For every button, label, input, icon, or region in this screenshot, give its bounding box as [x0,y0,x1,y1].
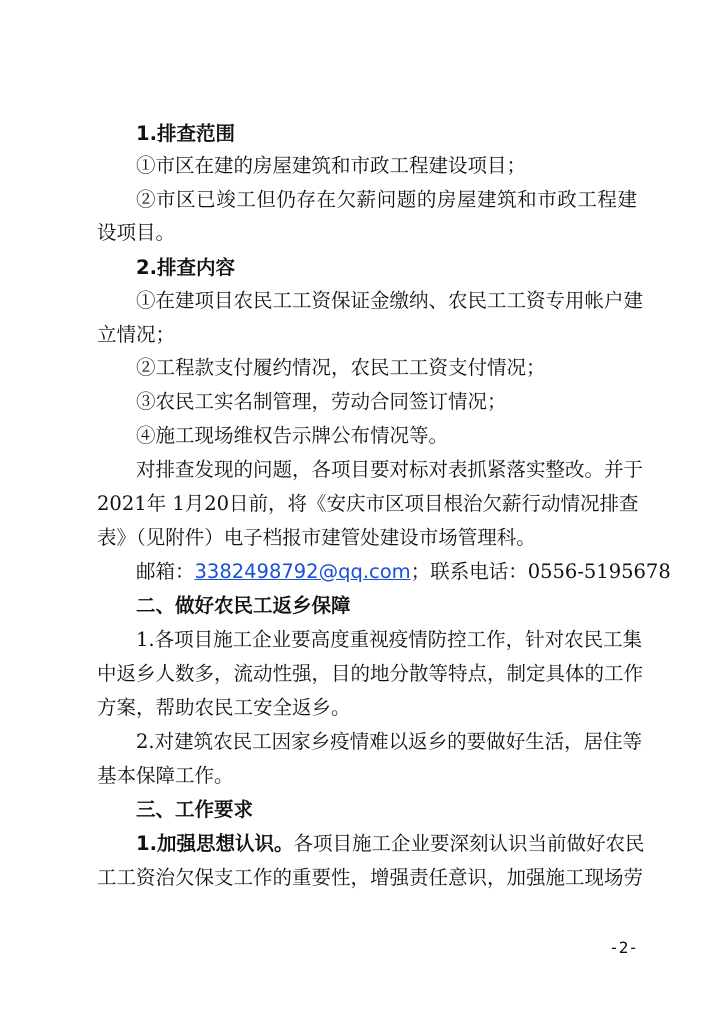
paragraph-line: 立情况； [97,323,176,346]
section-heading-return-home: 二、做好农民工返乡保障 [136,594,351,617]
paragraph-line: ③农民工实名制管理，劳动合同签订情况； [136,390,507,413]
paragraph-line: ②工程款支付履约情况，农民工工资支付情况； [136,356,546,379]
emphasis-phrase: 1.加强思想认识。 [136,832,294,855]
paragraph-line: 对排查发现的问题，各项目要对标对表抓紧落实整改。并于 [136,458,644,481]
section-heading-scope: 1.排查范围 [136,122,235,145]
paragraph-line: ①在建项目农民工工资保证金缴纳、农民工工资专用帐户建 [136,289,644,312]
paragraph-line: 中返乡人数多，流动性强，目的地分散等特点，制定具体的工作 [97,662,644,685]
paragraph-line: ④施工现场维权告示牌公布情况等。 [136,424,449,447]
phone-text: ；联系电话：0556-5195678 [410,560,671,583]
paragraph-line: 设项目。 [97,221,176,244]
email-label: 邮箱： [136,560,195,583]
paragraph-line: 方案，帮助农民工安全返乡。 [97,696,351,719]
paragraph-line: 工工资治欠保支工作的重要性，增强责任意识，加强施工现场劳 [97,866,644,889]
contact-line [136,554,671,590]
paragraph-line: 2021年 1月20日前，将《安庆市区项目根治欠薪行动情况排查 [97,492,639,515]
paragraph-line: 1.各项目施工企业要高度重视疫情防控工作，针对农民工集 [136,628,643,651]
paragraph-line: ①市区在建的房屋建筑和市政工程建设项目； [136,154,527,177]
paragraph-line: 基本保障工作。 [97,764,234,787]
paragraph-line: 表》（见附件）电子档报市建管处建设市场管理科。 [97,526,536,549]
page-number: -2- [609,938,638,957]
email-link[interactable]: 3382498792@qq.com [194,560,411,583]
section-heading-requirements: 三、工作要求 [136,798,254,821]
paragraph-text: 各项目施工企业要深刻认识当前做好农民 [293,832,645,855]
section-heading-content: 2.排查内容 [136,256,235,279]
paragraph-line [136,826,645,862]
paragraph-line: ②市区已竣工但仍存在欠薪问题的房屋建筑和市政工程建 [136,188,637,211]
paragraph-line: 2.对建筑农民工因家乡疫情难以返乡的要做好生活，居住等 [136,730,643,753]
